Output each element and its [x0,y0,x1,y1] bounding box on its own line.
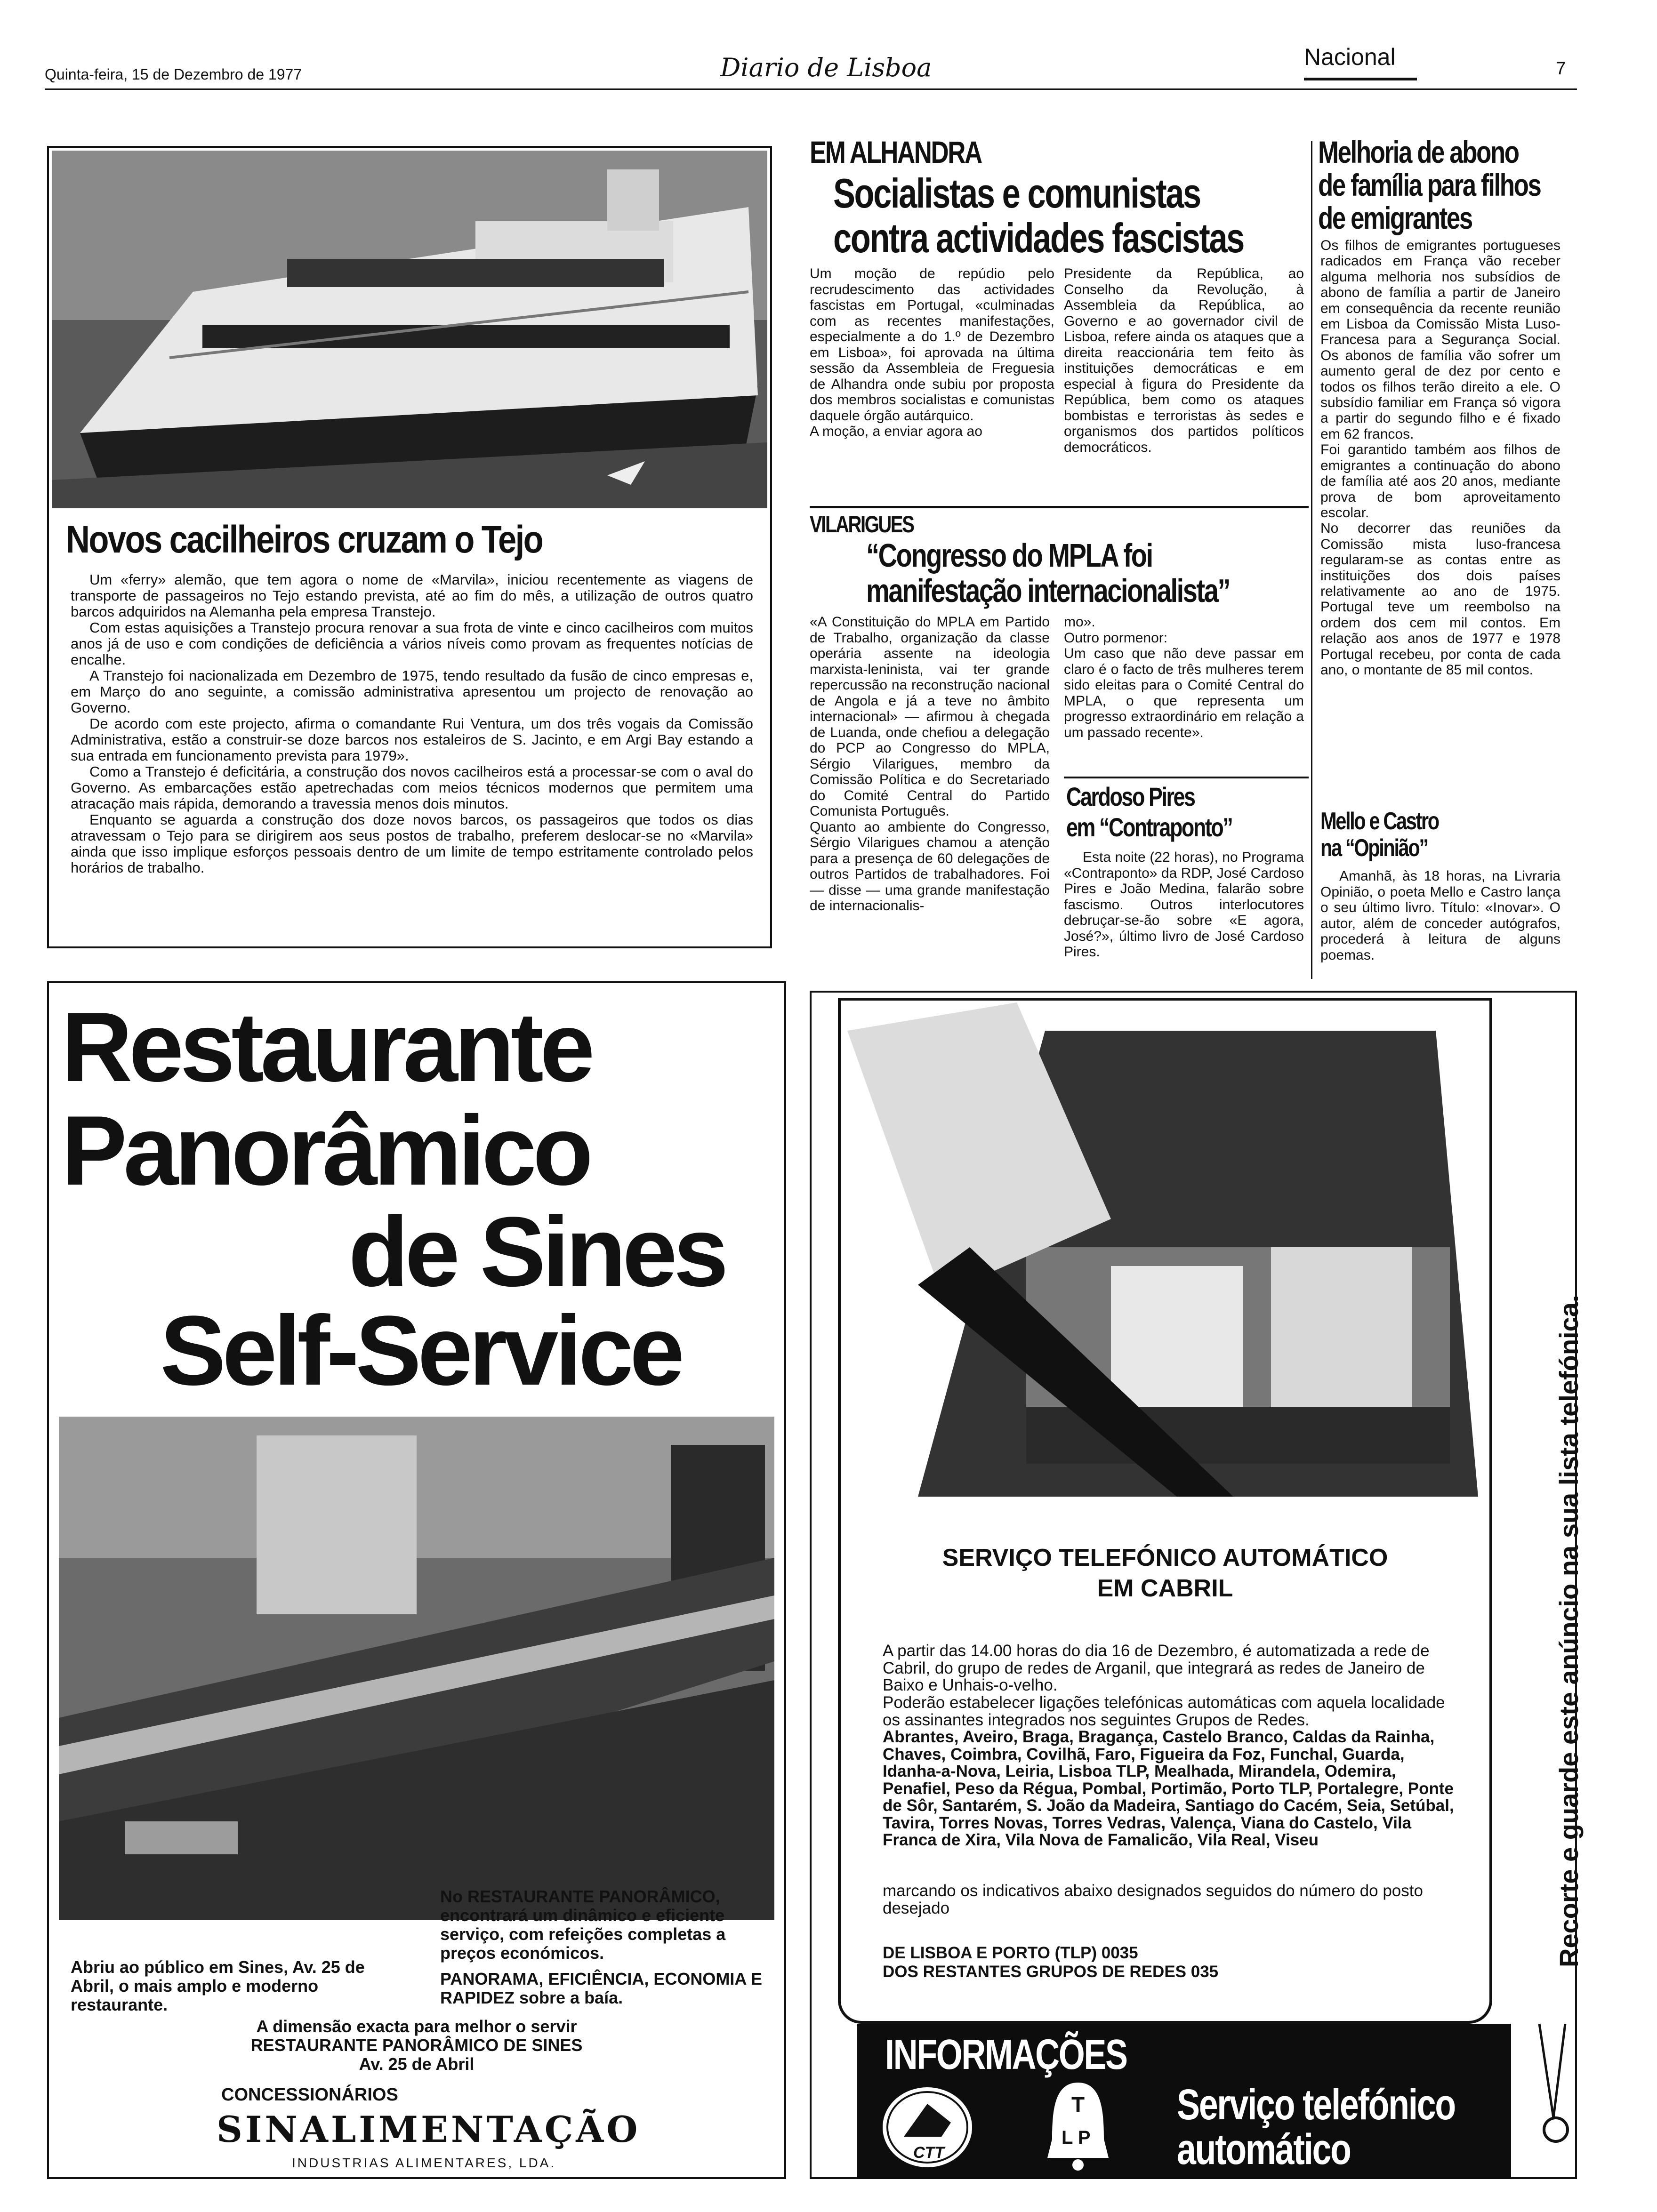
phone-footer-right-2: automático [1177,2125,1351,2173]
vilarigues-col1: «A Constituição do MPLA em Partido de Trabalho, organização da classe operária assente na ideologia marxista-leninista, vai ter grande repercussão na reconstrução nacional de Angola e já a teve no âmbito internacional» — afirmou à chegada de Luanda, onde chefiou a delegação do PCP ao Congresso do MPLA, Sérgio Vilarigues, membro da Comissão Política e do Secretariado do Comité Central do Partido Comunista Português. Quanto ao ambiente do Congresso, Sérgio Vilarigues chamou a atenção para a presença de 60 delegações de outros Partidos de trabalhadores. Foi — disse — uma grande manifestação de internacionalis- [810,614,1050,914]
tlp-logo-lp: L P [1062,2127,1091,2148]
column-divider [1311,141,1312,979]
mello-headline-2: na “Opinião” [1320,834,1428,862]
ferry-headline: Novos cacilheiros cruzam o Tejo [66,518,543,561]
alhandra-kicker: EM ALHANDRA [810,135,981,169]
alhandra-col1: Um moção de repúdio pelo recrudescimento das actividades fascistas em Portugal, «culminadas com as recentes manifestações, especialmente a do 1.º de Dezembro em Lisboa», foi aprovada na última sessão da Assembleia de Freguesia de Alhandra onde subiu por proposta dos membros socialistas e comunistas daquele órgão autárquico. A moção, a enviar agora ao [810,266,1054,439]
phone-places: Abrantes, Aveiro, Braga, Bragança, Castelo Branco, Caldas da Rainha, Chaves, Coimbra, Covilhã, Faro, Figueira da Foz, Funchal, Guarda, Idanha-a-Nova, Leiria, Lisboa TLP, Mealhada, Mirandela, Odemira, Penafiel, Peso da Régua, Pombal, Portimão, Porto TLP, Portalegre, Ponte de Sôr, Santarém, S. João da Madeira, Santiago do Cacém, Seia, Setúbal, Tavira, Torres Novas, Torres Vedras, Valença, Viana do Castelo, Vila Franca de Xira, Vila Nova de Famalicão, Vila Real, Viseu [883,1728,1454,1849]
vilarigues-headline-1: “Congresso do MPLA foi [866,537,1152,574]
mello-body: Amanhã, às 18 horas, na Livraria Opinião, o poeta Mello e Castro lança o seu último livro. Título: «Inovar». O autor, além de conceder autógrafos, procederá à leitura de alguns poemas. [1320,868,1560,963]
abono-headline-3: de emigrantes [1318,200,1472,235]
vilarigues-headline-2: manifestação internacionalista” [866,572,1230,609]
cardoso-divider [1064,777,1309,778]
abono-body: Os filhos de emigrantes portugueses radicados em França vão receber alguma melhoria nos subsídios de abono de família a partir de Janeiro em consequência da recente reunião em Lisboa da Comissão Mista Luso-Francesa para a Segurança Social. Os abonos de família vão sofrer um aumento geral de dez por cento e todos os filhos terão direito a ele. O subsídio familiar em França só vigora a partir do segundo filho e é fixado em 62 francos. Foi garantido também aos filhos de emigrantes a continuação do abono de família até aos 20 anos, mediante prova de bom aproveitamento escolar. No decorrer das reuniões da Comissão mista luso-francesa regularam-se as contas entre as instituições dos dois países relativamente ao ano de 1975. Portugal teve um reembolso na ordem dos cem mil contos. Em relação aos anos de 1977 e 1978 Portugal recebeu, por conta de cada ano, o montante de 85 mil contos. [1320,238,1560,678]
ctt-logo-label: CTT [913,2144,945,2162]
ferry-paragraph: Um «ferry» alemão, que tem agora o nome de «Marvila», iniciou recentemente as viagens de transporte de passageiros no Tejo estando prevista, até ao fim do mês, a utilização de outros quatro barcos adquiridos na Alemanha pela empresa Transtejo. [71,571,753,620]
ferry-paragraph: Enquanto se aguarda a construção dos doze novos barcos, os passageiros que todos os dias atravessam o Tejo para se dirigirem aos seus postos de trabalho, preferem deslocar-se no «Marvila» ainda que isso implique esforços pessoais dentro de um limite de tempo estritamente controlado pelos horários de trabalho. [71,811,753,876]
abono-headline-1: Melhoria de abono [1318,135,1519,169]
alhandra-headline-2: contra actividades fascistas [833,215,1244,261]
phone-title-1: SERVIÇO TELEFÓNICO AUTOMÁTICO [942,1544,1388,1571]
vilarigues-kicker: VILARIGUES [810,511,914,537]
restaurant-right-text-1: No RESTAURANTE PANORÂMICO, encontrará um dinâmico e eficiente serviço, com refeições completas a preços económicos. [440,1887,726,1963]
ferry-paragraph: Como a Transtejo é deficitária, a construção dos novos cacilheiros está a processar-se com o aval do Governo. As embarcações estão apetrechadas com meios técnicos modernos que permitem uma atracação mais rápida, demorando a travessia menos dois minutos. [71,763,753,812]
restaurant-center-2: RESTAURANTE PANORÂMICO DE SINES [250,2036,583,2055]
company-subtitle: INDUSTRIAS ALIMENTARES, LDA. [292,2156,556,2170]
phone-footer-left: INFORMAÇÕES [885,2031,1127,2078]
newspaper-title: Diario de Lisboa [720,53,932,82]
phone-para-2: Poderão estabelecer ligações telefónicas automáticas com aquela localidade os assinantes integrados nos seguintes Grupos de Redes. [883,1693,1445,1729]
restaurant-center-1: A dimensão exacta para melhor o servir [256,2017,577,2036]
company-logo: SINALIMENTAÇÃO [217,2108,641,2150]
section-name: Nacional [1304,44,1396,70]
phone-code-1: DE LISBOA E PORTO (TLP) 0035 [883,1944,1138,1962]
ferry-photo [52,151,767,508]
restaurant-right-text-2: PANORAMA, EFICIÊNCIA, ECONOMIA E RAPIDEZ sobre a baía. [440,1969,763,2007]
alhandra-headline-1: Socialistas e comunistas [833,170,1200,216]
page-number: 7 [1556,59,1566,79]
alhandra-divider [810,506,1309,508]
restaurant-left-text: Abriu ao público em Sines, Av. 25 de Abril, o mais amplo e moderno restaurante. [71,1957,365,2014]
phone-code-2: DOS RESTANTES GRUPOS DE REDES 035 [883,1963,1219,1981]
restaurant-center-3: Av. 25 de Abril [359,2054,475,2074]
restaurant-photo [59,1417,774,1920]
phone-para-3: marcando os indicativos abaixo designados seguidos do número do posto desejado [883,1882,1423,1917]
alhandra-col2: Presidente da República, ao Conselho da Revolução, à Assembleia da República, ao Governo e ao governador civil de Lisboa, refere ainda os ataques que a direita reaccionária tem feito às instituições democráticas e em especial à figura do Presidente da República, bem como os ataques bombistas e terroristas às sedes e organismos dos partidos políticos democráticos. [1064,266,1304,455]
phone-title-2: EM CABRIL [1097,1575,1233,1602]
phone-para-1: A partir das 14.00 horas do dia 16 de Dezembro, é automatizada a rede de Cabril, do grupo de redes de Arganil, que integrará as redes de Janeiro de Baixo e Unhais-o-velho. [883,1642,1430,1694]
masthead-rule [45,88,1577,90]
ferry-body [71,572,753,876]
section-underline [1304,78,1417,80]
cardoso-body: Esta noite (22 horas), no Programa «Contraponto» da RDP, José Cardoso Pires e João Medina, falarão sobre fascismo. Outros interlocutores debruçar-se-ão sobre «E agora, José?», último livro de José Cardoso Pires. [1064,850,1304,960]
cardoso-headline-1: Cardoso Pires [1066,782,1195,811]
vilarigues-col2: mo». Outro pormenor: Um caso que não deve passar em claro é o facto de três mulheres terem sido eleitas para o Comité Central do MPLA, o que representa um progresso extraordinário em relação a um passado recente». [1064,614,1304,740]
restaurant-name-line-3: de Sines [348,1196,725,1307]
tlp-logo-t: T [1071,2092,1085,2117]
abono-headline-2: de família para filhos [1318,168,1541,202]
scissors-icon [1530,2024,1572,2146]
ferry-paragraph: A Transtejo foi nacionalizada em Dezembro de 1975, tendo resultado da fusão de cinco empresas e, em Março do ano seguinte, a comissão administrativa apresentou um projecto de renovação ao Governo. [71,667,753,716]
phone-footer-right-1: Serviço telefónico [1177,2081,1455,2129]
phone-side-text: Recorte e guarde este anúncio na sua lista telefónica. [1554,1295,1584,1967]
cardoso-headline-2: em “Contraponto” [1066,812,1232,842]
page-date: Quinta-feira, 15 de Dezembro de 1977 [45,66,302,83]
restaurant-name-line-4: Self-Service [160,1295,681,1406]
restaurant-name-line-2: Panorâmico [61,1095,590,1206]
ferry-paragraph: De acordo com este projecto, afirma o comandante Rui Ventura, um dos três vogais da Comissão Administrativa, estão a construir-se doze barcos nos estaleiros de S. Jacinto, e em Argi Bay estando a sua entrada em funcionamento prevista para 1979». [71,715,753,764]
town-photo [847,1002,1483,1497]
mello-headline-1: Mello e Castro [1320,808,1439,835]
restaurant-name-line-1: Restaurante [61,992,591,1102]
concession-label: CONCESSIONÁRIOS [221,2085,398,2105]
ferry-paragraph: Com estas aquisições a Transtejo procura renovar a sua frota de vinte e cinco cacilheiros com muitos anos já de uso e com condições de deficiência a vários níveis como provam as frequentes notícias de encalhe. [71,619,753,668]
